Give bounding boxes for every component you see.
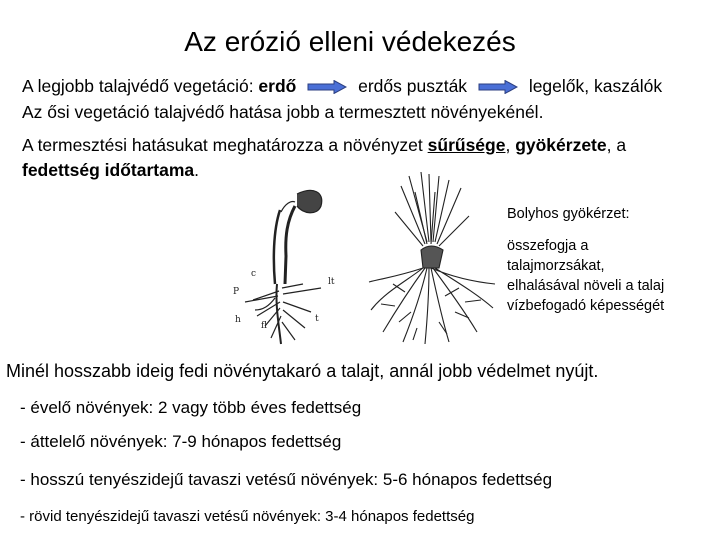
list-item-perennials: - évelő növények: 2 vagy több éves fedettség — [20, 398, 362, 417]
vegetation-ranking-line — [22, 76, 662, 97]
ancient-vegetation-line: Az ősi vegetáció talajvédő hatása jobb a termesztett növényekénél. — [22, 102, 544, 122]
svg-text:P: P — [233, 287, 240, 297]
list-item-overwintering: - áttelelő növények: 7-9 hónapos fedettség — [20, 432, 342, 451]
period: . — [194, 160, 199, 180]
description-line: összefogja a — [507, 238, 589, 254]
cultivation-prefix: A termesztési hatásukat meghatározza a növényzet — [22, 135, 428, 155]
description-line: talajmorzsákat, — [507, 258, 605, 274]
cultivation-effect-line-2 — [22, 160, 199, 181]
svg-text:lt: lt — [328, 277, 335, 287]
seedling-taproot-illustration — [225, 176, 360, 348]
ranking-item-forest: erdő — [258, 76, 297, 96]
cover-duration-statement: Minél hosszabb ideig fedi növénytakaró a talajt, annál jobb védelmet nyújt. — [6, 361, 599, 381]
svg-text:h: h — [235, 315, 241, 325]
list-item-long-season-spring: - hosszú tenyészidejű tavaszi vetésű növények: 5-6 hónapos fedettség — [20, 470, 553, 489]
page-title: Az erózió elleni védekezés — [184, 26, 516, 57]
description-line: vízbefogadó képességét — [507, 298, 665, 314]
ranking-item-pastures: legelők, kaszálók — [528, 76, 663, 96]
separator: , a — [606, 135, 627, 155]
fibrous-root-heading: Bolyhos gyökérzet: — [507, 206, 630, 222]
fibrous-root-grass-illustration — [365, 172, 505, 350]
keyword-root-system: gyökérzete — [515, 135, 607, 155]
fibrous-root-description — [507, 236, 664, 316]
svg-text:c: c — [251, 269, 257, 279]
right-arrow-icon — [478, 80, 518, 94]
svg-text:t: t — [315, 314, 319, 324]
cultivation-effect-line — [22, 135, 626, 156]
separator: , — [505, 135, 516, 155]
keyword-density: sűrűsége — [427, 135, 506, 155]
ranking-item-forest-steppe: erdős puszták — [358, 76, 468, 96]
svg-text:fl: fl — [261, 321, 268, 331]
description-line: elhalásával növeli a talaj — [507, 278, 665, 294]
right-arrow-icon — [307, 80, 347, 94]
list-item-short-season-spring: - rövid tenyészidejű tavaszi vetésű növények: 3-4 hónapos fedettség — [20, 508, 475, 525]
ranking-prefix: A legjobb talajvédő vegetáció: — [22, 76, 259, 96]
keyword-cover-duration: fedettség időtartama — [22, 160, 195, 180]
